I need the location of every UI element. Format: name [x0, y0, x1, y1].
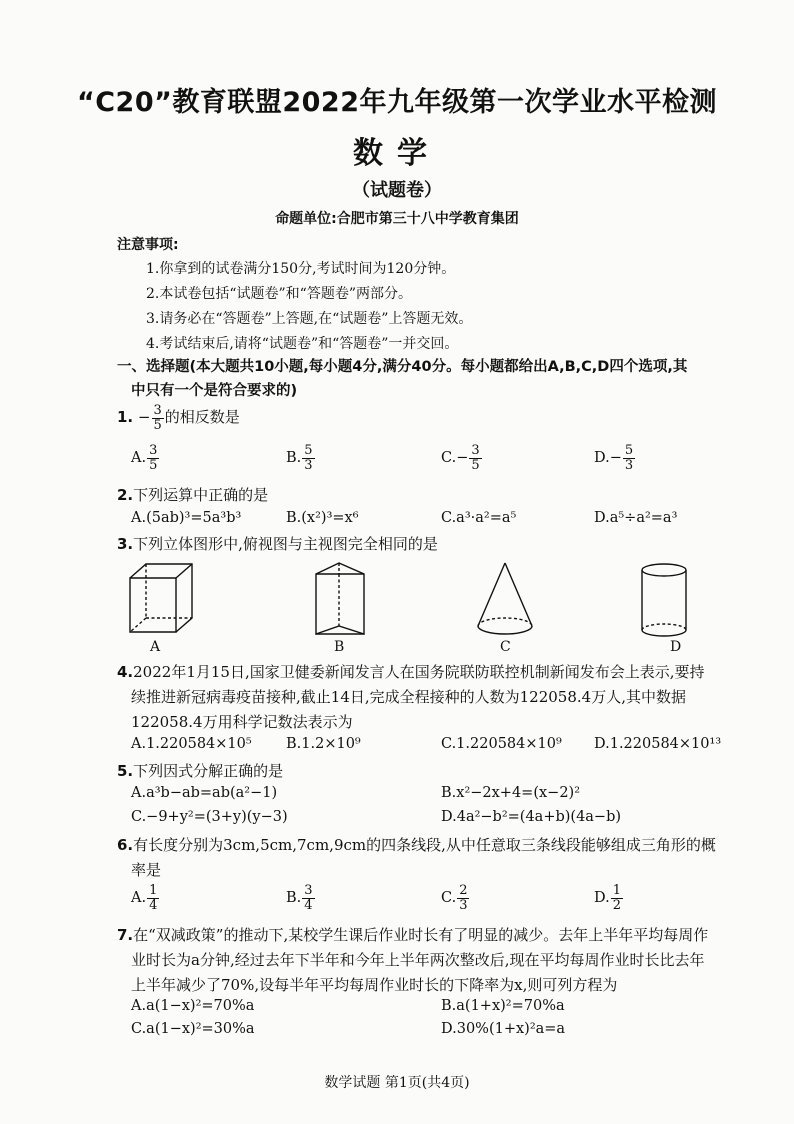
notice-item: 4.考试结束后,请将“试题卷”和“答题卷”一并交回。	[146, 336, 459, 352]
question-number: 3.	[117, 535, 134, 553]
denominator: 3	[304, 457, 313, 473]
numerator: 3	[149, 443, 158, 458]
option-fraction	[147, 444, 159, 472]
denominator: 3	[459, 897, 468, 913]
notice-item: 2.本试卷包括“试题卷”和“答题卷”两部分。	[146, 286, 412, 302]
q7-option-d: D.30%(1+x)²a=a	[441, 1021, 566, 1037]
q4-option-d: D.1.220584×10¹³	[594, 736, 722, 752]
question-2	[117, 484, 268, 505]
q1-option-d	[594, 444, 636, 472]
q1-option-c	[441, 444, 483, 472]
q2-option-b: B.(x²)³=x⁶	[286, 510, 359, 526]
option-label: B.	[286, 450, 302, 467]
cylinder-figure	[638, 560, 690, 642]
numerator: 2	[459, 883, 468, 898]
subject-title: 数学	[353, 136, 441, 171]
q1-fraction	[152, 404, 164, 432]
page-footer: 数学试题 第1页(共4页)	[324, 1075, 470, 1091]
denominator: 5	[149, 457, 158, 473]
option-label: B.	[286, 890, 302, 907]
q5-option-c: C.−9+y²=(3+y)(y−3)	[131, 809, 288, 825]
option-label: C.	[441, 890, 457, 907]
q7-option-c: C.a(1−x)²=30%a	[131, 1021, 255, 1037]
q7-line: 业时长为a分钟,经过去年下半年和今年上半年两次整改后,现在平均每周作业时长比去年	[131, 951, 705, 969]
figure-label-d: D	[670, 639, 682, 655]
exam-title: “C20”教育联盟2022年九年级第一次学业水平检测	[76, 87, 718, 118]
denominator: 4	[149, 897, 158, 913]
cube-figure	[126, 560, 196, 640]
option-label: D.	[594, 450, 610, 467]
q6-line: 率是	[131, 861, 162, 879]
q5-stem: 下列因式分解正确的是	[133, 762, 284, 780]
author-line: 命题单位:合肥市第三十八中学教育集团	[275, 211, 519, 227]
option-fraction	[302, 884, 314, 912]
option-fraction	[469, 444, 481, 472]
question-number: 7.	[117, 926, 134, 944]
notice-item: 1.你拿到的试卷满分150分,考试时间为120分钟。	[146, 261, 456, 277]
numerator: 3	[153, 403, 162, 418]
question-7	[117, 924, 708, 945]
q3-stem: 下列立体图形中,俯视图与主视图完全相同的是	[133, 535, 438, 553]
q1-option-b	[286, 444, 316, 472]
q2-option-c: C.a³·a²=a⁵	[441, 510, 517, 526]
denominator: 5	[153, 417, 162, 433]
paper-type: （试题卷）	[352, 180, 442, 201]
numerator: 5	[304, 443, 313, 458]
q7-line: 上半年减少了70%,设每半年平均每周作业时长的下降率为x,则可列方程为	[131, 976, 618, 994]
q1-sign: −	[137, 408, 151, 427]
q6-option-c	[441, 884, 470, 912]
notice-heading: 注意事项:	[117, 237, 179, 253]
option-label: A.	[131, 450, 147, 467]
notice-item: 3.请务必在“答题卷”上答题,在“试题卷”上答题无效。	[146, 311, 473, 327]
q4-line: 2022年1月15日,国家卫健委新闻发言人在国务院联防联控机制新闻发布会上表示,要持	[133, 663, 705, 681]
numerator: 1	[149, 883, 158, 898]
q4-option-a: A.1.220584×10⁵	[131, 736, 252, 752]
section-heading: 一、选择题(本大题共10小题,每小题4分,满分40分。每小题都给出A,B,C,D四个选项,其	[117, 359, 688, 375]
figure-label-c: C	[500, 639, 511, 655]
q6-line: 有长度分别为3cm,5cm,7cm,9cm的四条线段,从中任意取三条线段能够组成三角形的概	[133, 836, 716, 854]
option-sign: −	[456, 450, 469, 467]
option-sign: −	[609, 450, 622, 467]
denominator: 2	[612, 897, 621, 913]
q5-option-b: B.x²−2x+4=(x−2)²	[441, 785, 581, 801]
option-label: D.	[594, 890, 610, 907]
numerator: 3	[471, 443, 480, 458]
option-label: A.	[131, 890, 147, 907]
denominator: 5	[471, 457, 480, 473]
question-number: 5.	[117, 762, 134, 780]
option-fraction	[611, 884, 623, 912]
numerator: 5	[624, 443, 634, 458]
q5-option-a: A.a³b−ab=ab(a²−1)	[131, 785, 278, 801]
cone-figure	[474, 560, 536, 642]
q2-option-a: A.(5ab)³=5a³b³	[131, 510, 242, 526]
q4-option-c: C.1.220584×10⁹	[441, 736, 562, 752]
q2-stem: 下列运算中正确的是	[133, 486, 269, 504]
option-label: C.	[441, 450, 457, 467]
q6-option-d	[594, 884, 624, 912]
section-heading-cont: 中只有一个是符合要求的)	[131, 383, 298, 399]
q1-stem: 的相反数是	[164, 408, 240, 427]
option-fraction	[457, 884, 469, 912]
option-fraction	[623, 444, 635, 472]
q7-line: 在“双减政策”的推动下,某校学生课后作业时长有了明显的减少。去年上半年平均每周作	[133, 926, 709, 944]
question-number: 2.	[117, 486, 134, 504]
question-1	[117, 404, 240, 432]
question-number: 6.	[117, 836, 134, 854]
q6-option-b	[286, 884, 316, 912]
denominator: 4	[304, 897, 313, 913]
numerator: 1	[612, 883, 621, 898]
denominator: 3	[624, 457, 634, 473]
q7-option-b: B.a(1+x)²=70%a	[441, 998, 565, 1014]
question-4	[117, 661, 705, 682]
numerator: 3	[304, 883, 313, 898]
question-number: 1.	[117, 408, 134, 427]
q4-line: 122058.4万用科学记数法表示为	[131, 713, 353, 731]
q4-line: 续推进新冠病毒疫苗接种,截止14日,完成全程接种的人数为122058.4万人,其中数据	[131, 688, 686, 706]
question-3	[117, 533, 438, 554]
question-6	[117, 834, 716, 855]
q1-option-a	[131, 444, 160, 472]
q4-option-b: B.1.2×10⁹	[286, 736, 361, 752]
q5-option-d: D.4a²−b²=(4a+b)(4a−b)	[441, 809, 622, 825]
figure-label-a: A	[150, 639, 161, 655]
option-fraction	[302, 444, 314, 472]
figure-label-b: B	[334, 639, 345, 655]
q2-option-d: D.a⁵÷a²=a³	[594, 510, 678, 526]
q7-option-a: A.a(1−x)²=70%a	[131, 998, 255, 1014]
q6-option-a	[131, 884, 160, 912]
prism-figure	[311, 560, 369, 642]
question-5	[117, 760, 283, 781]
question-number: 4.	[117, 663, 134, 681]
option-fraction	[147, 884, 159, 912]
